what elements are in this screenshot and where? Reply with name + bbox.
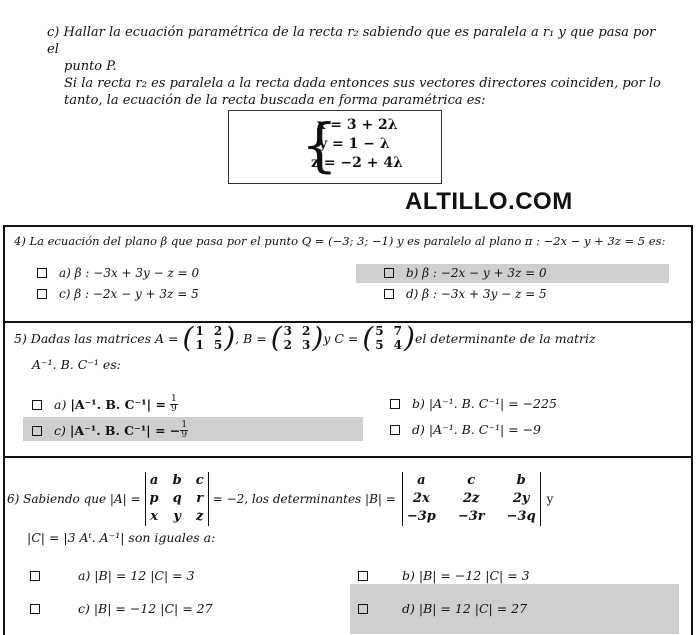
q4-option-a[interactable] (37, 266, 199, 280)
q5-option-a-fraction: $\frac{1}{9}$ (171, 394, 177, 414)
q4-checkbox-a[interactable] (37, 268, 47, 278)
q6-option-c[interactable] (30, 601, 213, 616)
q4-stem: 4) La ecuación del plano β que pasa por el punto Q = (−3; 3; −1) y es paralelo al plano π : −2x − y + 3z = 5 es: (14, 234, 666, 248)
q6-stem-intro: 6) Sabiendo que |A| = (7, 492, 141, 506)
q5-option-c-fraction: $\frac{1}{9}$ (181, 420, 188, 440)
q5-option-a-expr: |A⁻¹. B. C⁻¹| = (70, 397, 167, 412)
parametric-system-box (228, 110, 442, 184)
determinant-a: a b c p q r x y z (145, 472, 209, 526)
matrix-b: ( 3 2 2 3 ) (270, 321, 324, 354)
q5-option-b-text: b) |A⁻¹. B. C⁻¹| = −225 (412, 396, 557, 411)
q6-option-d[interactable] (358, 601, 527, 616)
q5-option-b[interactable] (390, 396, 557, 411)
q4-option-b[interactable] (384, 266, 547, 280)
q6-option-b-text: b) |B| = −12 |C| = 3 (402, 568, 530, 583)
altillo-logo: ALTILLO.COM (405, 188, 573, 215)
q4-option-c[interactable] (37, 287, 199, 301)
divider-q4-q5 (3, 321, 691, 323)
q5-option-c-label: c) (54, 423, 66, 438)
intro-line-1: c) Hallar la ecuación paramétrica de la recta r₂ sabiendo que es paralela a r₁ y que pasa por el (47, 25, 656, 57)
q5-option-c-expr: |A⁻¹. B. C⁻¹| = − (69, 423, 181, 438)
matrix-a: ( 1 1 2 5 ) (182, 321, 236, 354)
q5-option-a-label: a) (54, 397, 67, 412)
q6-option-c-text: c) |B| = −12 |C| = 27 (78, 601, 213, 616)
q6-checkbox-d[interactable] (358, 604, 368, 614)
system-eq-2: y = 1 − λ (319, 136, 390, 152)
q4-option-a-text: a) β : −3x + 3y − z = 0 (59, 266, 200, 280)
system-eq-1: x = 3 + 2λ (317, 117, 398, 133)
q6-option-d-text: d) |B| = 12 |C| = 27 (402, 601, 528, 616)
q5-option-a[interactable] (32, 395, 178, 414)
q4-option-d-text: d) β : −3x + 3y − z = 5 (406, 287, 547, 301)
q6-stem (7, 472, 553, 526)
q4-option-b-text: b) β : −2x − y + 3z = 0 (406, 266, 547, 280)
q6-checkbox-c[interactable] (30, 604, 40, 614)
q6-stem-mid: = −2, los determinantes |B| = (212, 492, 396, 506)
system-eq-3: z = −2 + 4λ (311, 155, 403, 171)
q6-checkbox-b[interactable] (358, 571, 368, 581)
intro-text (47, 24, 667, 109)
system-brace: { (301, 111, 338, 179)
matrix-c: ( 5 5 7 4 ) (362, 321, 415, 354)
q4-option-c-text: c) β : −2x − y + 3z = 5 (59, 287, 199, 301)
q5-stem-end: el determinante de la matriz (414, 330, 596, 346)
q5-option-c[interactable] (32, 421, 188, 440)
q5-checkbox-d[interactable] (390, 425, 400, 435)
q4-option-d[interactable] (384, 287, 547, 301)
q6-stem-line2: |C| = |3 Aᵗ. A⁻¹| son iguales a: (27, 530, 216, 545)
q6-stem-y: y (546, 492, 554, 506)
q4-checkbox-c[interactable] (37, 289, 47, 299)
divider-q5-q6 (3, 456, 691, 458)
q5-sep-c: y C = (323, 330, 359, 346)
q6-option-b[interactable] (358, 568, 530, 583)
q4-checkbox-d[interactable] (384, 289, 394, 299)
q5-sep-b: , B = (235, 330, 267, 346)
q5-option-d[interactable] (390, 422, 541, 437)
q6-checkbox-a[interactable] (30, 571, 40, 581)
intro-line-3: Si la recta r₂ es paralela a la recta dada entonces sus vectores directores coinciden, por lo (64, 76, 661, 91)
q6-option-a[interactable] (30, 568, 195, 583)
intro-line-2: punto P. (64, 59, 117, 74)
q5-checkbox-c[interactable] (32, 426, 42, 436)
q6-option-a-text: a) |B| = 12 |C| = 3 (78, 568, 195, 583)
q4-checkbox-b[interactable] (384, 268, 394, 278)
q5-stem-intro: 5) Dadas las matrices A = (14, 330, 179, 346)
determinant-b: a c b 2x 2z 2y −3p −3r −3q (402, 472, 541, 526)
q5-checkbox-a[interactable] (32, 400, 42, 410)
q5-stem (14, 321, 596, 354)
q5-checkbox-b[interactable] (390, 399, 400, 409)
intro-line-4: tanto, la ecuación de la recta buscada en forma paramétrica es: (64, 93, 486, 108)
q5-option-d-text: d) |A⁻¹. B. C⁻¹| = −9 (412, 422, 542, 437)
q5-stem-line2: A⁻¹. B. C⁻¹ es: (32, 357, 121, 372)
